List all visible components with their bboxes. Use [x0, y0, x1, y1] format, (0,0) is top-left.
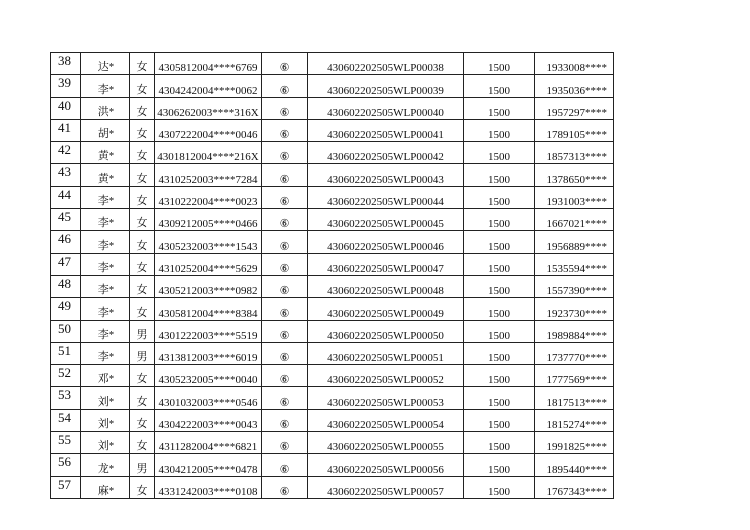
table-row [51, 387, 614, 409]
id-number-cell: 4301812004****216X [155, 142, 262, 164]
phone-cell: 1557390**** [535, 275, 614, 297]
name-cell: 邓* [81, 365, 130, 387]
record-code-cell: 430602202505WLP00040 [308, 97, 464, 119]
category-mark-cell: ⑥ [262, 75, 308, 97]
category-mark-cell: ⑥ [262, 253, 308, 275]
amount-cell: 1500 [464, 186, 535, 208]
row-number-cell: 39 [51, 75, 81, 97]
gender-cell: 女 [130, 231, 155, 253]
table-row [51, 476, 614, 498]
record-code-cell: 430602202505WLP00056 [308, 454, 464, 476]
row-number-cell: 40 [51, 97, 81, 119]
id-number-cell: 4307222004****0046 [155, 119, 262, 141]
category-mark-cell: ⑥ [262, 342, 308, 364]
amount-cell: 1500 [464, 342, 535, 364]
row-number-cell: 44 [51, 186, 81, 208]
name-cell: 黄* [81, 142, 130, 164]
table-row [51, 275, 614, 297]
amount-cell: 1500 [464, 476, 535, 498]
gender-cell: 女 [130, 164, 155, 186]
amount-cell: 1500 [464, 320, 535, 342]
id-number-cell: 4301032003****0546 [155, 387, 262, 409]
row-number-cell: 38 [51, 53, 81, 75]
name-cell: 龙* [81, 454, 130, 476]
gender-cell: 女 [130, 75, 155, 97]
row-number-cell: 43 [51, 164, 81, 186]
amount-cell: 1500 [464, 97, 535, 119]
table-row [51, 253, 614, 275]
amount-cell: 1500 [464, 365, 535, 387]
phone-cell: 1777569**** [535, 365, 614, 387]
row-number-cell: 45 [51, 209, 81, 231]
name-cell: 麻* [81, 476, 130, 498]
amount-cell: 1500 [464, 432, 535, 454]
record-code-cell: 430602202505WLP00047 [308, 253, 464, 275]
roster-table [50, 52, 614, 499]
gender-cell: 男 [130, 320, 155, 342]
table-row [51, 209, 614, 231]
table-row [51, 365, 614, 387]
phone-cell: 1535594**** [535, 253, 614, 275]
phone-cell: 1767343**** [535, 476, 614, 498]
table-row [51, 320, 614, 342]
phone-cell: 1991825**** [535, 432, 614, 454]
row-number-cell: 56 [51, 454, 81, 476]
table-row [51, 432, 614, 454]
category-mark-cell: ⑥ [262, 209, 308, 231]
table-row [51, 119, 614, 141]
id-number-cell: 4304222003****0043 [155, 409, 262, 431]
phone-cell: 1895440**** [535, 454, 614, 476]
record-code-cell: 430602202505WLP00043 [308, 164, 464, 186]
row-number-cell: 48 [51, 275, 81, 297]
amount-cell: 1500 [464, 209, 535, 231]
gender-cell: 女 [130, 119, 155, 141]
id-number-cell: 4305812004****6769 [155, 53, 262, 75]
gender-cell: 女 [130, 53, 155, 75]
gender-cell: 男 [130, 454, 155, 476]
id-number-cell: 4311282004****6821 [155, 432, 262, 454]
name-cell: 胡* [81, 119, 130, 141]
category-mark-cell: ⑥ [262, 97, 308, 119]
gender-cell: 女 [130, 97, 155, 119]
record-code-cell: 430602202505WLP00045 [308, 209, 464, 231]
table-row [51, 53, 614, 75]
name-cell: 李* [81, 253, 130, 275]
phone-cell: 1923730**** [535, 298, 614, 320]
record-code-cell: 430602202505WLP00048 [308, 275, 464, 297]
category-mark-cell: ⑥ [262, 387, 308, 409]
id-number-cell: 4310252003****7284 [155, 164, 262, 186]
category-mark-cell: ⑥ [262, 365, 308, 387]
phone-cell: 1935036**** [535, 75, 614, 97]
row-number-cell: 52 [51, 365, 81, 387]
name-cell: 达* [81, 53, 130, 75]
amount-cell: 1500 [464, 75, 535, 97]
row-number-cell: 42 [51, 142, 81, 164]
id-number-cell: 4310222004****0023 [155, 186, 262, 208]
record-code-cell: 430602202505WLP00054 [308, 409, 464, 431]
amount-cell: 1500 [464, 253, 535, 275]
phone-cell: 1956889**** [535, 231, 614, 253]
phone-cell: 1931003**** [535, 186, 614, 208]
gender-cell: 女 [130, 365, 155, 387]
category-mark-cell: ⑥ [262, 298, 308, 320]
record-code-cell: 430602202505WLP00044 [308, 186, 464, 208]
gender-cell: 女 [130, 142, 155, 164]
amount-cell: 1500 [464, 231, 535, 253]
phone-cell: 1933008**** [535, 53, 614, 75]
gender-cell: 女 [130, 253, 155, 275]
table-row [51, 142, 614, 164]
record-code-cell: 430602202505WLP00057 [308, 476, 464, 498]
record-code-cell: 430602202505WLP00049 [308, 298, 464, 320]
record-code-cell: 430602202505WLP00038 [308, 53, 464, 75]
gender-cell: 女 [130, 387, 155, 409]
gender-cell: 男 [130, 342, 155, 364]
category-mark-cell: ⑥ [262, 275, 308, 297]
table-row [51, 231, 614, 253]
record-code-cell: 430602202505WLP00050 [308, 320, 464, 342]
record-code-cell: 430602202505WLP00051 [308, 342, 464, 364]
id-number-cell: 4313812003****6019 [155, 342, 262, 364]
roster-table-body [51, 53, 614, 499]
gender-cell: 女 [130, 476, 155, 498]
phone-cell: 1815274**** [535, 409, 614, 431]
id-number-cell: 4310252004****5629 [155, 253, 262, 275]
id-number-cell: 4304212005****0478 [155, 454, 262, 476]
gender-cell: 女 [130, 209, 155, 231]
id-number-cell: 4306262003****316X [155, 97, 262, 119]
name-cell: 李* [81, 75, 130, 97]
amount-cell: 1500 [464, 53, 535, 75]
name-cell: 黄* [81, 164, 130, 186]
phone-cell: 1737770**** [535, 342, 614, 364]
amount-cell: 1500 [464, 164, 535, 186]
gender-cell: 女 [130, 432, 155, 454]
category-mark-cell: ⑥ [262, 409, 308, 431]
gender-cell: 女 [130, 186, 155, 208]
record-code-cell: 430602202505WLP00042 [308, 142, 464, 164]
category-mark-cell: ⑥ [262, 476, 308, 498]
record-code-cell: 430602202505WLP00053 [308, 387, 464, 409]
id-number-cell: 4305232005****0040 [155, 365, 262, 387]
name-cell: 李* [81, 231, 130, 253]
amount-cell: 1500 [464, 298, 535, 320]
name-cell: 刘* [81, 409, 130, 431]
name-cell: 刘* [81, 387, 130, 409]
table-row [51, 75, 614, 97]
row-number-cell: 47 [51, 253, 81, 275]
row-number-cell: 41 [51, 119, 81, 141]
name-cell: 李* [81, 342, 130, 364]
name-cell: 李* [81, 275, 130, 297]
phone-cell: 1789105**** [535, 119, 614, 141]
category-mark-cell: ⑥ [262, 432, 308, 454]
record-code-cell: 430602202505WLP00046 [308, 231, 464, 253]
amount-cell: 1500 [464, 142, 535, 164]
phone-cell: 1989884**** [535, 320, 614, 342]
table-row [51, 298, 614, 320]
row-number-cell: 49 [51, 298, 81, 320]
id-number-cell: 4331242003****0108 [155, 476, 262, 498]
phone-cell: 1817513**** [535, 387, 614, 409]
name-cell: 李* [81, 186, 130, 208]
record-code-cell: 430602202505WLP00055 [308, 432, 464, 454]
category-mark-cell: ⑥ [262, 454, 308, 476]
category-mark-cell: ⑥ [262, 186, 308, 208]
phone-cell: 1378650**** [535, 164, 614, 186]
id-number-cell: 4309212005****0466 [155, 209, 262, 231]
record-code-cell: 430602202505WLP00052 [308, 365, 464, 387]
category-mark-cell: ⑥ [262, 231, 308, 253]
name-cell: 洪* [81, 97, 130, 119]
category-mark-cell: ⑥ [262, 53, 308, 75]
amount-cell: 1500 [464, 275, 535, 297]
table-row [51, 97, 614, 119]
row-number-cell: 55 [51, 432, 81, 454]
row-number-cell: 54 [51, 409, 81, 431]
amount-cell: 1500 [464, 387, 535, 409]
row-number-cell: 57 [51, 476, 81, 498]
table-row [51, 186, 614, 208]
name-cell: 刘* [81, 432, 130, 454]
phone-cell: 1667021**** [535, 209, 614, 231]
category-mark-cell: ⑥ [262, 119, 308, 141]
id-number-cell: 4305232003****1543 [155, 231, 262, 253]
gender-cell: 女 [130, 275, 155, 297]
category-mark-cell: ⑥ [262, 164, 308, 186]
row-number-cell: 53 [51, 387, 81, 409]
amount-cell: 1500 [464, 119, 535, 141]
amount-cell: 1500 [464, 409, 535, 431]
phone-cell: 1957297**** [535, 97, 614, 119]
name-cell: 李* [81, 298, 130, 320]
id-number-cell: 4304242004****0062 [155, 75, 262, 97]
row-number-cell: 51 [51, 342, 81, 364]
id-number-cell: 4305812004****8384 [155, 298, 262, 320]
table-row [51, 342, 614, 364]
table-row [51, 164, 614, 186]
gender-cell: 女 [130, 298, 155, 320]
name-cell: 李* [81, 209, 130, 231]
category-mark-cell: ⑥ [262, 320, 308, 342]
id-number-cell: 4305212003****0982 [155, 275, 262, 297]
name-cell: 李* [81, 320, 130, 342]
row-number-cell: 50 [51, 320, 81, 342]
phone-cell: 1857313**** [535, 142, 614, 164]
category-mark-cell: ⑥ [262, 142, 308, 164]
row-number-cell: 46 [51, 231, 81, 253]
table-row [51, 409, 614, 431]
record-code-cell: 430602202505WLP00039 [308, 75, 464, 97]
amount-cell: 1500 [464, 454, 535, 476]
record-code-cell: 430602202505WLP00041 [308, 119, 464, 141]
table-row [51, 454, 614, 476]
gender-cell: 女 [130, 409, 155, 431]
id-number-cell: 4301222003****5519 [155, 320, 262, 342]
